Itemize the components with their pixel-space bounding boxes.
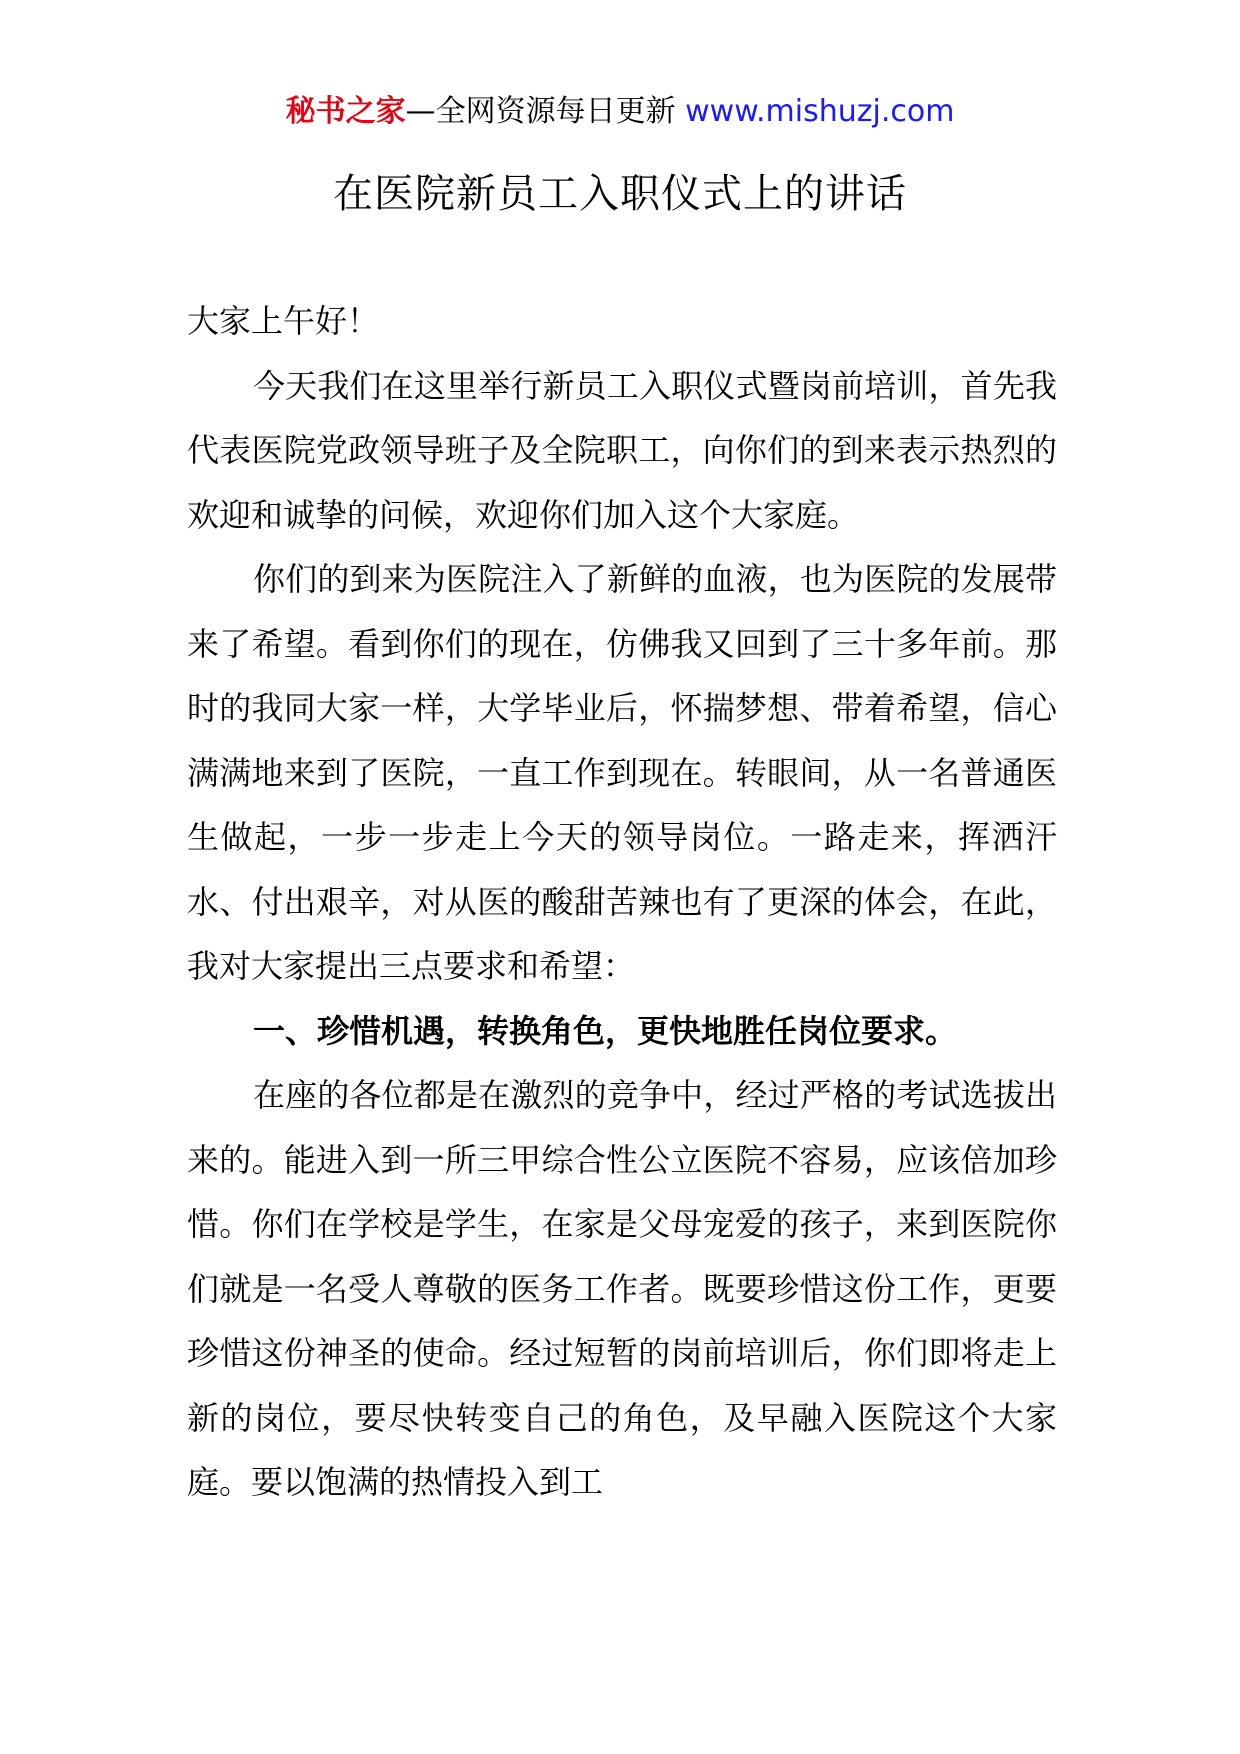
greeting: 大家上午好！: [187, 302, 380, 340]
section-heading-1: 一、珍惜机遇，转换角色，更快地胜任岗位要求。: [253, 1011, 958, 1050]
document-title: 在医院新员工入职仪式上的讲话: [333, 171, 907, 217]
paragraph-cherish-opportunity: 在座的各位都是在激烈的竞争中，经过严格的考试选拔出来的。能进入到一所三甲综合性公立医院不容易，应该倍加珍惜。你们在学校是学生，在家是父母宠爱的孩子，来到医院你们就是一名受人尊敬的医务工作者。既要珍惜这份工作，更要珍惜这份神圣的使命。经过短暂的岗前培训后，你们即将走上新的岗位，要尽快转变自己的角色，及早融入医院这个大家庭。要以饱满的热情投入到工: [187, 1076, 1057, 1501]
site-url-link[interactable]: www.mishuzj.com: [685, 94, 955, 129]
site-header: [0, 92, 1240, 132]
paragraph-reflection: 你们的到来为医院注入了新鲜的血液，也为医院的发展带来了希望。看到你们的现在，仿佛我又回到了三十多年前。那时的我同大家一样，大学毕业后，怀揣梦想、带着希望，信心满满地来到了医院，一直工作到现在。转眼间，从一名普通医生做起，一步一步走上今天的领导岗位。一路走来，挥洒汗水、付出艰辛，对从医的酸甜苦辣也有了更深的体会，在此，我对大家提出三点要求和希望：: [187, 560, 1057, 985]
site-tagline: —全网资源每日更新: [405, 94, 676, 129]
paragraph-welcome: 今天我们在这里举行新员工入职仪式暨岗前培训，首先我代表医院党政领导班子及全院职工，向你们的到来表示热烈的欢迎和诚挚的问候，欢迎你们加入这个大家庭。: [187, 366, 1057, 534]
document-body: [187, 289, 1057, 1515]
site-brand-name: 秘书之家: [285, 94, 406, 129]
